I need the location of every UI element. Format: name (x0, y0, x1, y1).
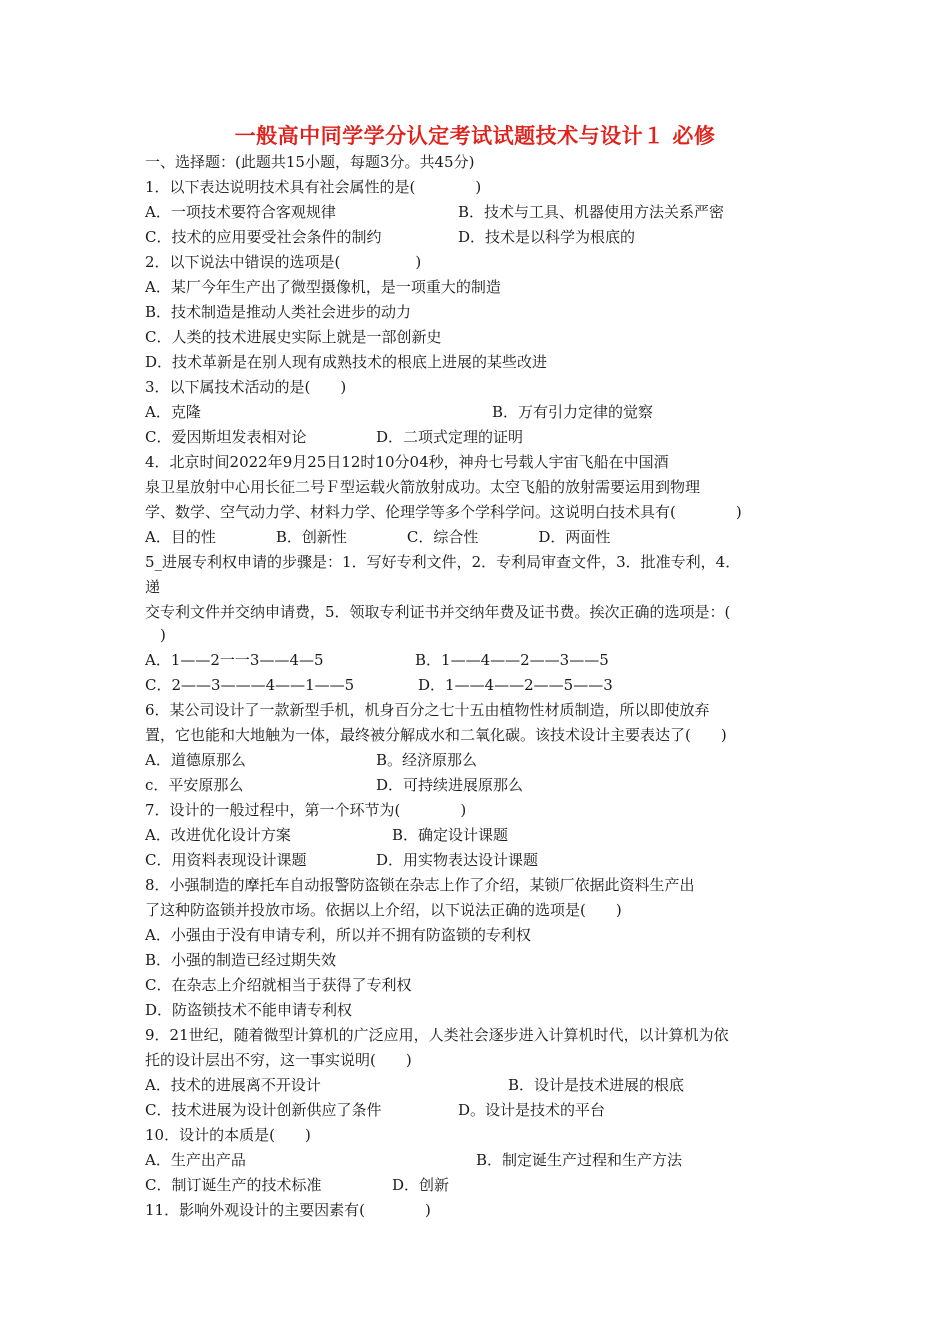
question-line: A．克隆 (145, 403, 201, 421)
option-right-column: B。经济原那么 (376, 751, 478, 769)
question-line: 学、数学、空气动力学、材料力学、伦理学等多个学科学问。这说明白技术具有( ) (145, 503, 742, 521)
option-right-column: D．可持续进展原那么 (376, 776, 524, 794)
question-line: C．技术的应用要受社会条件的制约 (145, 228, 382, 246)
question-line: 泉卫星放射中心用长征二号Ｆ型运载火箭放射成功。太空飞船的放射需要运用到物理 (145, 478, 701, 496)
question-line: D．防盗锁技术不能申请专利权 (145, 1001, 353, 1019)
option-right-column: D．1——4——2——5——3 (418, 676, 613, 694)
question-line: 托的设计层出不穷，这一事实说明( ) (145, 1051, 412, 1069)
question-line: C．2——3———4——1——5 (145, 676, 355, 694)
question-line: B．技术制造是推动人类社会进步的动力 (145, 303, 412, 321)
question-line: 6．某公司设计了一款新型手机，机身百分之七十五由植物性材质制造，所以即使放弃 (145, 701, 710, 719)
question-line: C．在杂志上介绍就相当于获得了专利权 (145, 976, 412, 994)
option-right-column: B．1——4——2——3——5 (415, 651, 609, 669)
question-line: 1．以下表达说明技术具有社会属性的是( ) (145, 178, 482, 196)
option-right-column: B．制定诞生产过程和生产方法 (476, 1151, 683, 1169)
question-line: 11．影响外观设计的主要因素有( ) (145, 1201, 431, 1219)
question-line: A．技术的进展离不开设计 (145, 1076, 321, 1094)
question-line: 2．以下说法中错误的选项是( ) (145, 253, 422, 271)
question-line: 递 (145, 578, 161, 596)
question-line: A．小强由于没有申请专利，所以并不拥有防盗锁的专利权 (145, 926, 531, 944)
question-line: 7．设计的一般过程中，第一个环节为( ) (145, 801, 467, 819)
question-line: C．用资料表现设计课题 (145, 851, 307, 869)
question-line: C．爱因斯坦发表相对论 (145, 428, 307, 446)
question-line: B．小强的制造已经过期失效 (145, 951, 337, 969)
question-line: c．平安原那么 (145, 776, 244, 794)
option-right-column: D．创新 (392, 1176, 450, 1194)
question-line: 8．小强制造的摩托车自动报警防盗锁在杂志上作了介绍，某锁厂依据此资料生产出 (145, 876, 695, 894)
option-right-column: D。设计是技术的平台 (458, 1101, 606, 1119)
question-line: ) (145, 626, 166, 644)
page-title: 一般高中同学学分认定考试试题技术与设计１ 必修 (234, 123, 716, 148)
question-line: A．某厂今年生产出了微型摄像机，是一项重大的制造 (145, 278, 501, 296)
option-right-column: D．技术是以科学为根底的 (458, 228, 636, 246)
question-line: 9．21世纪，随着微型计算机的广泛应用，人类社会逐步进入计算机时代，以计算机为依 (145, 1026, 729, 1044)
option-right-column: B．万有引力定律的觉察 (492, 403, 654, 421)
question-line: 10．设计的本质是( ) (145, 1126, 311, 1144)
question-line: 4．北京时间2022年9月25日12时10分04秒，神舟七号载人宇宙飞船在中国酒 (145, 453, 669, 471)
question-line: 3．以下属技术活动的是( ) (145, 378, 347, 396)
question-line: A．生产出产品 (145, 1151, 246, 1169)
option-right-column: B．技术与工具、机器使用方法关系严密 (458, 203, 725, 221)
option-right-column: B．确定设计课题 (392, 826, 509, 844)
question-line: 5_进展专利权申请的步骤是：1．写好专利文件，2．专利局审查文件，3．批准专利，4． (145, 553, 741, 571)
question-line: D．技术革新是在别人现有成熟技术的根底上进展的某些改进 (145, 353, 548, 371)
question-line: 置，它也能和大地触为一体，最终被分解成水和二氧化碳。该技术设计主要表达了( ) (145, 726, 727, 744)
question-line: A．改进优化设计方案 (145, 826, 291, 844)
section-heading: 一、选择题：(此题共15小题，每题3分。共45分) (145, 153, 475, 171)
question-line: A．道德原那么 (145, 751, 246, 769)
option-right-column: B．设计是技术进展的根底 (508, 1076, 685, 1094)
question-line: C．制订诞生产的技术标准 (145, 1176, 322, 1194)
question-line: A．一项技术要符合客观规律 (145, 203, 336, 221)
question-line: A．目的性 B．创新性 C．综合性 D．两面性 (145, 528, 611, 546)
question-line: 了这种防盗锁并投放市场。依据以上介绍，以下说法正确的选项是( ) (145, 901, 622, 919)
option-right-column: D．二项式定理的证明 (376, 428, 524, 446)
question-line: A．1——2一一3——4—5 (145, 651, 324, 669)
question-line: C．人类的技术进展史实际上就是一部创新史 (145, 328, 442, 346)
question-line: C．技术进展为设计创新供应了条件 (145, 1101, 382, 1119)
question-line: 交专利文件并交纳申请费，5．领取专利证书并交纳年费及证书费。挨次正确的选项是：( (145, 603, 731, 621)
option-right-column: D．用实物表达设计课题 (376, 851, 539, 869)
